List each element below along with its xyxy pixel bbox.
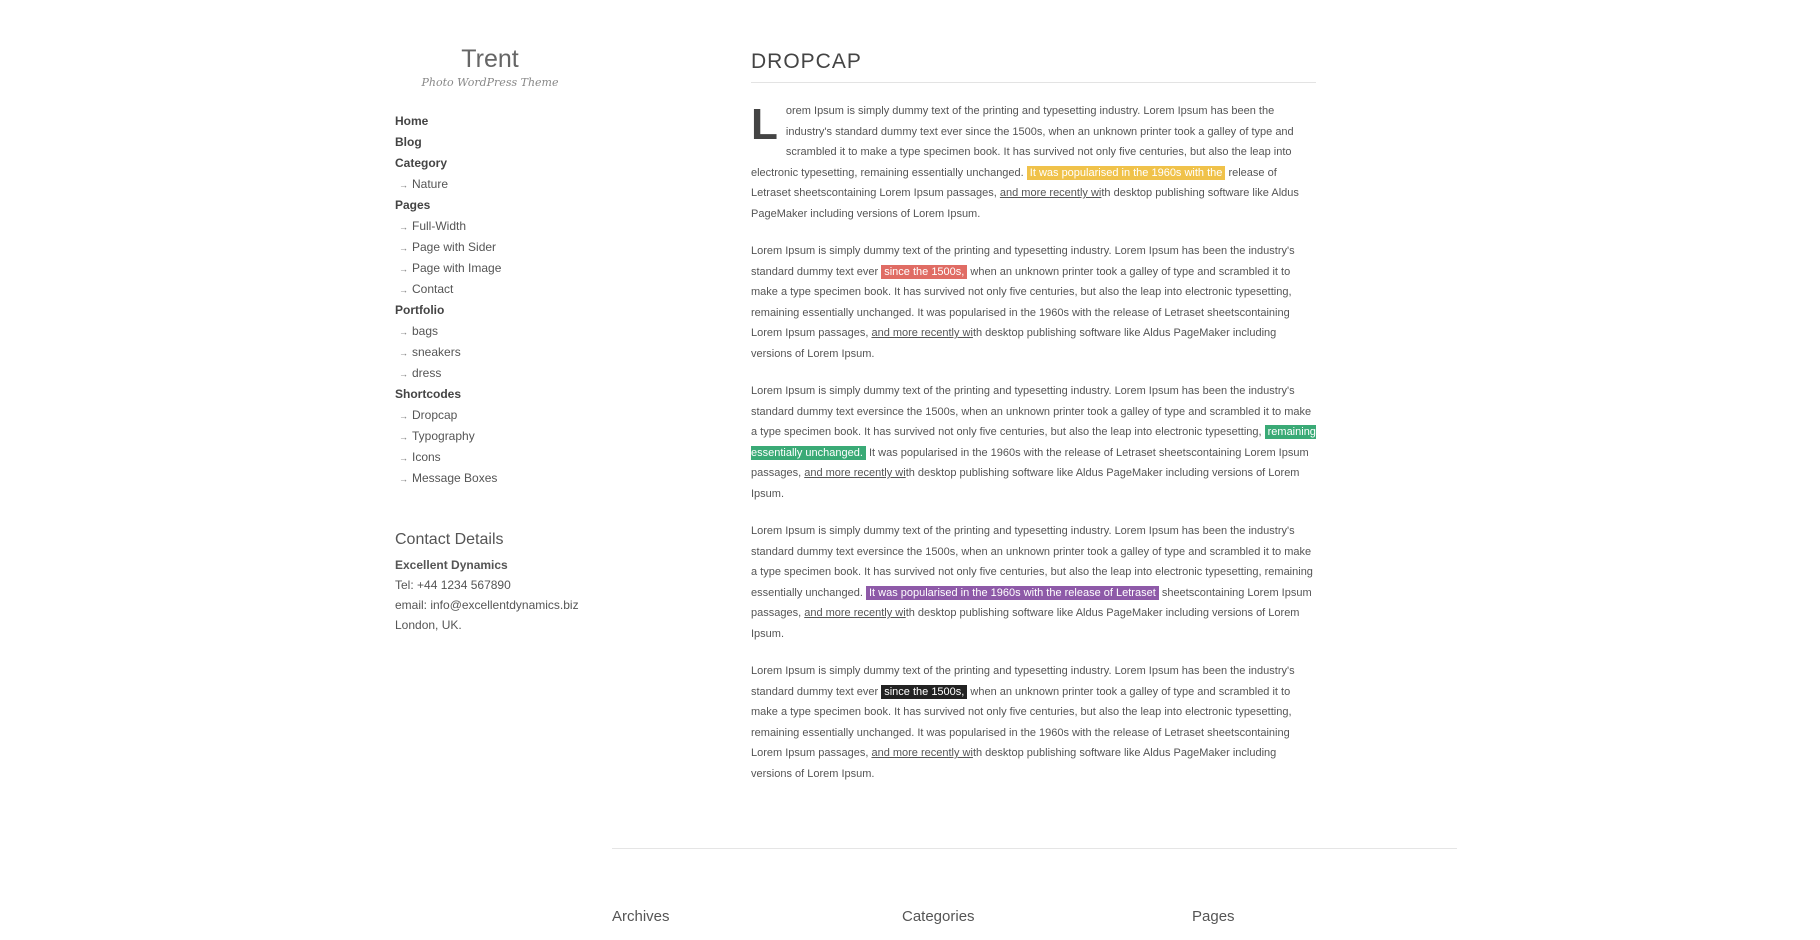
body-text: Lorem Ipsum is simply dummy text of the printing and typesetting industry. Lorem Ipsum has been the industry's standard dummy text ever <box>751 245 1295 278</box>
footer-divider <box>612 848 1457 849</box>
contact-phone: Tel: +44 1234 567890 <box>395 578 511 592</box>
submenu-item-contact[interactable] <box>395 279 645 300</box>
submenu-item-bags[interactable] <box>395 321 645 342</box>
menu-item-label: Blog <box>395 135 422 149</box>
highlighted-text: It was popularised in the 1960s with the release of Letraset <box>866 586 1159 600</box>
submenu-item-label: Contact <box>412 282 454 296</box>
page-title: DROPCAP <box>751 50 1316 83</box>
arrow-right-icon: → <box>399 264 408 274</box>
body-text: Lorem Ipsum is simply dummy text of the printing and typesetting industry. Lorem Ipsum has been the industry's standard dummy text ever <box>751 665 1295 698</box>
arrow-right-icon: → <box>399 285 408 295</box>
submenu-item-label: bags <box>412 324 439 338</box>
highlighted-text: since the 1500s, <box>881 265 967 279</box>
main-menu <box>395 111 645 489</box>
menu-item-label: Category <box>395 156 448 170</box>
submenu-item-sneakers[interactable] <box>395 342 645 363</box>
site-title[interactable]: Trent <box>461 45 519 73</box>
submenu-item-dress[interactable] <box>395 363 645 384</box>
highlighted-text: since the 1500s, <box>881 685 967 699</box>
site-logo[interactable] <box>395 45 585 89</box>
paragraph <box>751 381 1316 504</box>
dropcap-letter: L <box>751 100 778 149</box>
submenu-item-message-boxes[interactable] <box>395 468 645 489</box>
paragraph <box>751 241 1316 364</box>
submenu-item-icons[interactable] <box>395 447 645 468</box>
menu-item-pages[interactable] <box>395 195 645 216</box>
body-text: sheetscontaining Lorem Ipsum passages, <box>751 586 1312 619</box>
arrow-right-icon: → <box>399 411 408 421</box>
arrow-right-icon: → <box>399 327 408 337</box>
arrow-right-icon: → <box>399 369 408 379</box>
sidebar <box>395 40 645 635</box>
submenu-item-label: Full-Width <box>412 219 467 233</box>
site-tagline: Photo WordPress Theme <box>421 76 559 89</box>
inline-link[interactable]: and more recently wi <box>804 467 906 479</box>
submenu-item-page-with-sider[interactable] <box>395 237 645 258</box>
menu-item-label: Home <box>395 114 429 128</box>
contact-details <box>395 531 645 635</box>
arrow-right-icon: → <box>399 222 408 232</box>
highlighted-text: remaining essentially unchanged. <box>751 426 1316 459</box>
contact-location: London, UK. <box>395 618 462 632</box>
arrow-right-icon: → <box>399 453 408 463</box>
menu-item-label: Shortcodes <box>395 387 462 401</box>
submenu-item-full-width[interactable] <box>395 216 645 237</box>
submenu-item-label: dress <box>412 366 442 380</box>
inline-link[interactable]: and more recently wi <box>871 747 973 759</box>
body-text: th desktop publishing software like Aldus PageMaker including versions of Lorem Ipsum. <box>751 327 1277 360</box>
body-text: th desktop publishing software like Aldus PageMaker including versions of Lorem Ipsum. <box>751 187 1299 220</box>
paragraph <box>751 661 1316 784</box>
submenu-item-label: Icons <box>412 450 441 464</box>
arrow-right-icon: → <box>399 180 408 190</box>
submenu-item-typography[interactable] <box>395 426 645 447</box>
article-body <box>751 101 1316 784</box>
menu-item-home[interactable] <box>395 111 645 132</box>
contact-company: Excellent Dynamics <box>395 558 508 572</box>
highlighted-text: It was popularised in the 1960s with the <box>1027 166 1226 180</box>
submenu-item-label: Nature <box>412 177 449 191</box>
body-text: th desktop publishing software like Aldus PageMaker including versions of Lorem Ipsum. <box>751 607 1300 640</box>
submenu-item-label: Typography <box>412 429 475 443</box>
menu-item-label: Portfolio <box>395 303 445 317</box>
submenu-item-label: Message Boxes <box>412 471 498 485</box>
body-text: It was popularised in the 1960s with the release of Letraset sheetscontaining Lorem Ipsum passages, <box>751 446 1309 479</box>
body-text: th desktop publishing software like Aldus PageMaker including versions of Lorem Ipsum. <box>751 747 1277 780</box>
arrow-right-icon: → <box>399 348 408 358</box>
submenu-item-page-with-image[interactable] <box>395 258 645 279</box>
inline-link[interactable]: and more recently wi <box>999 187 1102 199</box>
arrow-right-icon: → <box>399 474 408 484</box>
contact-title: Contact Details <box>395 531 504 548</box>
submenu-item-label: Dropcap <box>412 408 458 422</box>
paragraph <box>751 521 1316 644</box>
body-text: th desktop publishing software like Aldus PageMaker including versions of Lorem Ipsum. <box>751 467 1300 500</box>
submenu-item-label: Page with Image <box>412 261 502 275</box>
menu-item-category[interactable] <box>395 153 645 174</box>
inline-link[interactable]: and more recently wi <box>871 327 973 339</box>
submenu-item-nature[interactable] <box>395 174 645 195</box>
submenu-item-dropcap[interactable] <box>395 405 645 426</box>
body-text: when an unknown printer took a galley of type and scrambled it to make a type specimen book. It has survived not only five centuries, but also the leap into electronic typesetting, remaining essentially unchanged. It was popularised in the 1960s with the release of Letraset sheetscontaining Lorem Ipsum passages, <box>751 685 1292 759</box>
contact-email: email: info@excellentdynamics.biz <box>395 598 579 612</box>
menu-item-portfolio[interactable] <box>395 300 645 321</box>
inline-link[interactable]: and more recently wi <box>804 607 906 619</box>
footer-pages-heading: Pages <box>1192 908 1235 925</box>
menu-item-shortcodes[interactable] <box>395 384 645 405</box>
arrow-right-icon: → <box>399 243 408 253</box>
menu-item-label: Pages <box>395 198 431 212</box>
submenu-item-label: Page with Sider <box>412 240 497 254</box>
body-text: release of Letraset sheetscontaining Lorem Ipsum passages, <box>751 166 1277 199</box>
body-text: Lorem Ipsum is simply dummy text of the printing and typesetting industry. Lorem Ipsum has been the industry's standard dummy text eversince the 1500s, when an unknown printer took a galley of type and scrambled it to make a type specimen book. It has survived not only five centuries, but also the leap into electronic typesetting, <box>751 385 1312 438</box>
menu-item-blog[interactable] <box>395 132 645 153</box>
main-content <box>751 50 1316 801</box>
body-text: when an unknown printer took a galley of type and scrambled it to make a type specimen book. It has survived not only five centuries, but also the leap into electronic typesetting, remaining essentially unchanged. It was popularised in the 1960s with the release of Letraset sheetscontaining Lorem Ipsum passages, <box>751 265 1292 339</box>
footer-archives-heading: Archives <box>612 908 670 925</box>
body-text: orem Ipsum is simply dummy text of the printing and typesetting industry. Lorem Ipsum has been the industry's standard dummy text ever since the 1500s, when an unknown printer took a galley of type and scrambled it to make a type specimen book. It has survived not only five centuries, but also the leap into electronic typesetting, remaining essentially unchanged. <box>751 105 1294 179</box>
footer-categories-heading: Categories <box>902 908 975 925</box>
submenu-item-label: sneakers <box>412 345 461 359</box>
arrow-right-icon: → <box>399 432 408 442</box>
body-text: Lorem Ipsum is simply dummy text of the printing and typesetting industry. Lorem Ipsum has been the industry's standard dummy text eversince the 1500s, when an unknown printer took a galley of type and scrambled it to make a type specimen book. It has survived not only five centuries, but also the leap into electronic typesetting, remaining essentially unchanged. <box>751 525 1313 599</box>
paragraph <box>751 101 1316 224</box>
